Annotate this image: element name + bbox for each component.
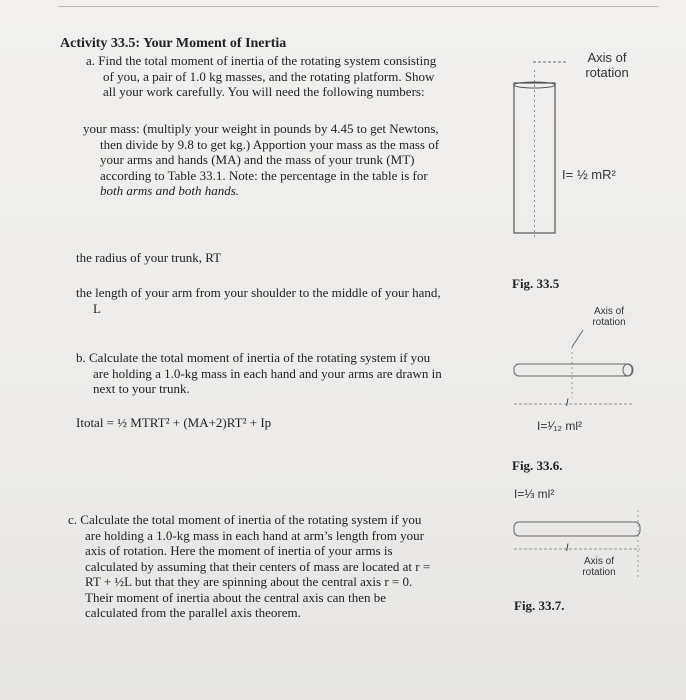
mass-note-line: your arms and hands (MA) and the mass of your trunk (MT) bbox=[100, 152, 415, 167]
fig337-axis-label-line: rotation bbox=[582, 567, 616, 578]
mass-note-line: according to Table 33.1. Note: the percentage in the table is for bbox=[100, 167, 428, 183]
fig337-length-label: l bbox=[566, 543, 569, 554]
part-b-line: next to your trunk. bbox=[93, 381, 190, 396]
part-c-line: c. Calculate the total moment of inertia of the rotating system if you bbox=[68, 512, 422, 527]
part-b-line: b. Calculate the total moment of inertia of the rotating system if you bbox=[76, 350, 431, 365]
part-c-line: calculated from the parallel axis theorem. bbox=[85, 605, 301, 620]
part-b-formula: Itotal = ½ MTRT² + (MA+2)RT² + Ip bbox=[76, 415, 272, 430]
part-c-line: Their moment of inertia about the central axis can then be bbox=[85, 589, 387, 605]
part-a-line: a. Find the total moment of inertia of the rotating system consisting bbox=[86, 53, 437, 68]
fig336-caption: Fig. 33.6. bbox=[512, 458, 563, 473]
fig336-axis-label-line: Axis of bbox=[593, 306, 624, 317]
length-line: the length of your arm from your shoulder to the middle of your hand, bbox=[76, 285, 441, 300]
fig337-formula: I=⅓ ml² bbox=[514, 487, 555, 501]
fig337-axis-label bbox=[574, 556, 624, 578]
mass-note-line: then divide by 9.8 to get kg.) Apportion your mass as the mass of bbox=[100, 136, 440, 152]
fig337-caption: Fig. 33.7. bbox=[514, 598, 565, 613]
part-c-line: axis of rotation. Here the moment of inertia of your arms is bbox=[85, 543, 393, 558]
fig335-caption: Fig. 33.5 bbox=[512, 276, 560, 291]
length-line: L bbox=[93, 300, 101, 316]
fig336-axis-label-line: rotation bbox=[592, 317, 626, 328]
fig335-axis-label-line: rotation bbox=[585, 65, 629, 80]
fig337-axis-label-line: Axis of bbox=[583, 556, 614, 567]
fig337-rod bbox=[514, 522, 640, 536]
mass-note-line: both arms and both hands. bbox=[100, 183, 240, 198]
fig335-axis-label-line: Axis of bbox=[587, 50, 627, 65]
mass-note-line: your mass: (multiply your weight in pounds by 4.45 to get Newtons, bbox=[83, 121, 439, 136]
part-a-line: of you, a pair of 1.0 kg masses, and the rotating platform. Show bbox=[103, 68, 435, 84]
part-c-line: RT + ½L but that they are spinning about the central axis r = 0. bbox=[85, 574, 413, 589]
part-c-line: calculated by assuming that their centers of mass are located at r = bbox=[85, 558, 431, 574]
radius-prompt: the radius of your trunk, RT bbox=[76, 250, 222, 265]
part-c-line: are holding a 1.0-kg mass in each hand at arm’s length from your bbox=[85, 527, 424, 543]
part-a-line: all your work carefully. You will need the following numbers: bbox=[103, 84, 425, 99]
part-b-line: are holding a 1.0-kg mass in each hand and your arms are drawn in bbox=[93, 365, 442, 381]
fig336-formula: I=¹⁄₁₂ ml² bbox=[537, 419, 583, 433]
fig336-length-label: l bbox=[566, 398, 569, 409]
fig335-formula: I= ½ mR² bbox=[562, 167, 616, 182]
activity-title: Activity 33.5: Your Moment of Inertia bbox=[60, 36, 287, 51]
